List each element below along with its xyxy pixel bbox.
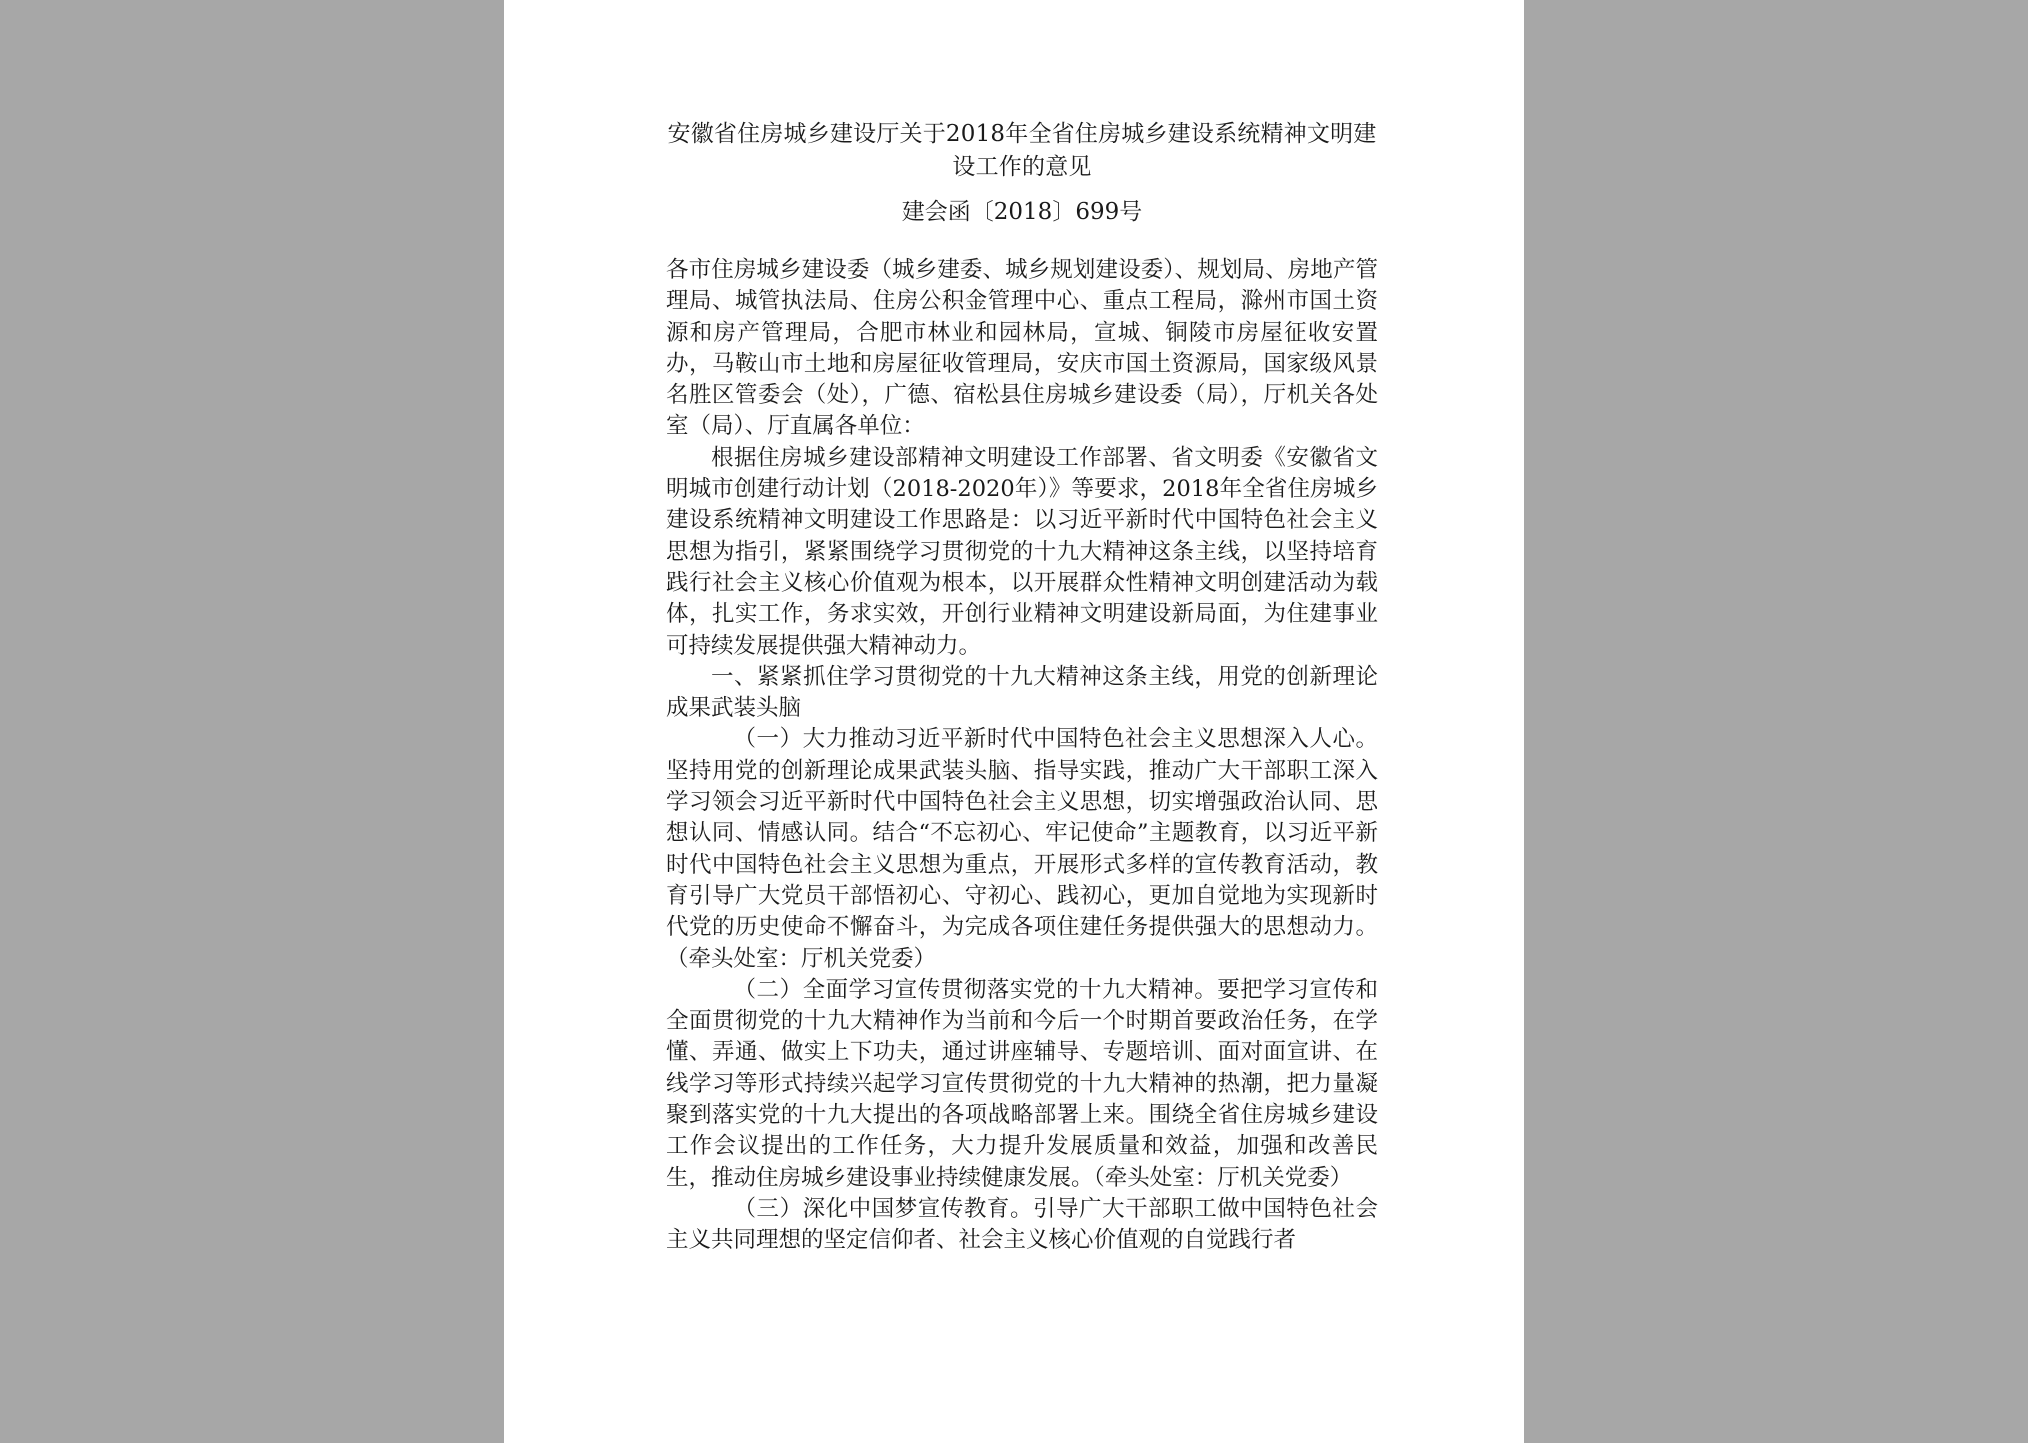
document-number: 建会函〔2018〕699号	[901, 199, 1143, 225]
document-page	[504, 0, 1524, 1443]
section-heading-1: 一、紧紧抓住学习贯彻党的十九大精神这条主线，用党的创新理论成果武装头脑	[666, 663, 1378, 722]
document-content	[666, 118, 1378, 1257]
body-paragraph-intro: 根据住房城乡建设部精神文明建设工作部署、省文明委《安徽省文明城市创建行动计划（2018-2020年）》等要求，2018年全省住房城乡建设系统精神文明建设工作思路是：以习近平新时代中国特色社会主义思想为指引，紧紧围绕学习贯彻党的十九大精神这条主线，以坚持培育践行社会主义核心价值观为根本，以开展群众性精神文明创建活动为载体，扎实工作，务求实效，开创行业精神文明建设新局面，为住建事业可持续发展提供强大精神动力。	[666, 444, 1378, 659]
addressee-paragraph: 各市住房城乡建设委（城乡建委、城乡规划建设委）、规划局、房地产管理局、城管执法局、住房公积金管理中心、重点工程局，滁州市国土资源和房产管理局，合肥市林业和园林局，宣城、铜陵市房屋征收安置办，马鞍山市土地和房屋征收管理局，安庆市国土资源局，国家级风景名胜区管委会（处），广德、宿松县住房城乡建设委（局），厅机关各处室（局）、厅直属各单位：	[666, 257, 1378, 440]
body-paragraph-item-1: （一）大力推动习近平新时代中国特色社会主义思想深入人心。坚持用党的创新理论成果武装头脑、指导实践，推动广大干部职工深入学习领会习近平新时代中国特色社会主义思想，切实增强政治认同、思想认同、情感认同。结合“不忘初心、牢记使命”主题教育，以习近平新时代中国特色社会主义思想为重点，开展形式多样的宣传教育活动，教育引导广大党员干部悟初心、守初心、践初心，更加自觉地为实现新时代党的历史使命不懈奋斗，为完成各项住建任务提供强大的思想动力。（牵头处室：厅机关党委）	[666, 726, 1378, 972]
body-paragraph-item-3: （三）深化中国梦宣传教育。引导广大干部职工做中国特色社会主义共同理想的坚定信仰者、社会主义核心价值观的自觉践行者	[666, 1195, 1378, 1254]
document-title: 安徽省住房城乡建设厅关于2018年全省住房城乡建设系统精神文明建设工作的意见	[667, 121, 1377, 180]
body-paragraph-item-2: （二）全面学习宣传贯彻落实党的十九大精神。要把学习宣传和全面贯彻党的十九大精神作为当前和今后一个时期首要政治任务，在学懂、弄通、做实上下功夫，通过讲座辅导、专题培训、面对面宣讲、在线学习等形式持续兴起学习宣传贯彻党的十九大精神的热潮，把力量凝聚到落实党的十九大提出的各项战略部署上来。围绕全省住房城乡建设工作会议提出的工作任务，大力提升发展质量和效益，加强和改善民生，推动住房城乡建设事业持续健康发展。（牵头处室：厅机关党委）	[666, 976, 1378, 1191]
